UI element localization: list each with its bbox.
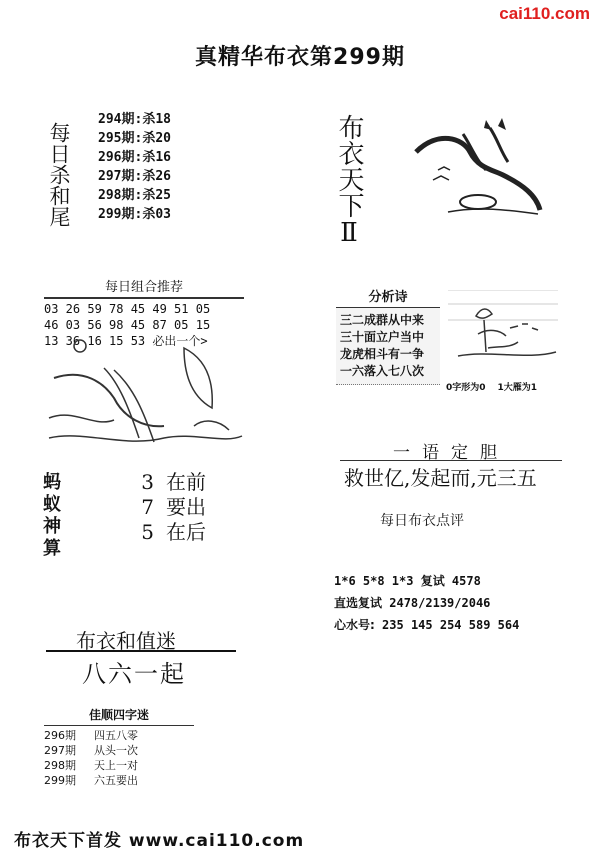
page-title: 真精华布衣第299期	[195, 45, 405, 70]
list-item: 5 在后	[141, 520, 206, 544]
list-item: 299期 六五要出	[44, 774, 138, 787]
list-item: 7 要出	[141, 495, 206, 519]
list-item: 46 03 56 98 45 87 05 15	[44, 318, 211, 332]
list-item: 296期:杀16	[98, 150, 171, 165]
list-item: 直选复试 2478/2139/2046	[334, 596, 491, 610]
four-char-title: 佳顺四字迷	[44, 706, 194, 726]
list-item: 1*6 5*8 1*3 复试 4578	[334, 574, 481, 588]
poem-line: 三二成群从中来	[340, 313, 425, 327]
poem-line: 三十面立户当中	[340, 330, 425, 344]
bird-illustration	[408, 110, 556, 220]
notes	[446, 380, 549, 393]
daily-combo-title: 每日组合推荐	[44, 276, 244, 299]
ant-god-label: 蚂蚁神算	[43, 472, 61, 559]
poem-illustration	[448, 290, 558, 370]
list-item: 13 36 16 15 53 必出一个>	[44, 334, 208, 348]
note-item: 0字形为0	[446, 383, 486, 393]
divider	[340, 460, 562, 461]
daily-review-title: 每日布衣点评	[380, 513, 464, 529]
list-item: 298期 天上一对	[44, 759, 138, 772]
list-item: 297期 从头一次	[44, 744, 138, 757]
divider	[46, 650, 236, 652]
riddle-title: 布衣和值迷	[76, 629, 176, 653]
watermark: cai110.com	[499, 4, 590, 23]
list-item: 3 在前	[141, 470, 206, 494]
list-item: 294期:杀18	[98, 112, 171, 127]
fairy-illustration	[44, 338, 244, 450]
footer: 布衣天下首发 www.cai110.com	[14, 831, 305, 851]
list-item: 298期:杀25	[98, 188, 171, 203]
riddle-answer: 八六一起	[82, 660, 186, 688]
list-item: 296期 四五八零	[44, 729, 138, 742]
list-item: 心水号: 235 145 254 589 564	[334, 618, 520, 632]
poem-title: 分析诗	[336, 286, 440, 308]
combo-lines	[334, 570, 519, 636]
list-item: 297期:杀26	[98, 169, 171, 184]
four-char-riddle	[44, 706, 194, 788]
ant-god-rows	[124, 470, 206, 545]
poem-line: 龙虎相斗有一争	[340, 347, 425, 361]
daily-kill-label: 每日杀和尾	[47, 122, 71, 227]
one-phrase-text: 救世亿,发起而,元三五	[344, 466, 537, 490]
list-item: 03 26 59 78 45 49 51 05	[44, 302, 211, 316]
poem-line: 一六落入七八次	[340, 364, 425, 378]
list-item: 299期:杀03	[98, 207, 171, 222]
daily-kill-list	[98, 110, 171, 224]
list-item: 295期:杀20	[98, 131, 171, 146]
analysis-poem	[336, 286, 440, 385]
note-item: 1大雁为1	[497, 383, 538, 393]
one-phrase-title: 一语定胆	[393, 443, 509, 463]
bu-yi-tian-xia-label: 布衣天下Ⅱ	[334, 114, 364, 248]
